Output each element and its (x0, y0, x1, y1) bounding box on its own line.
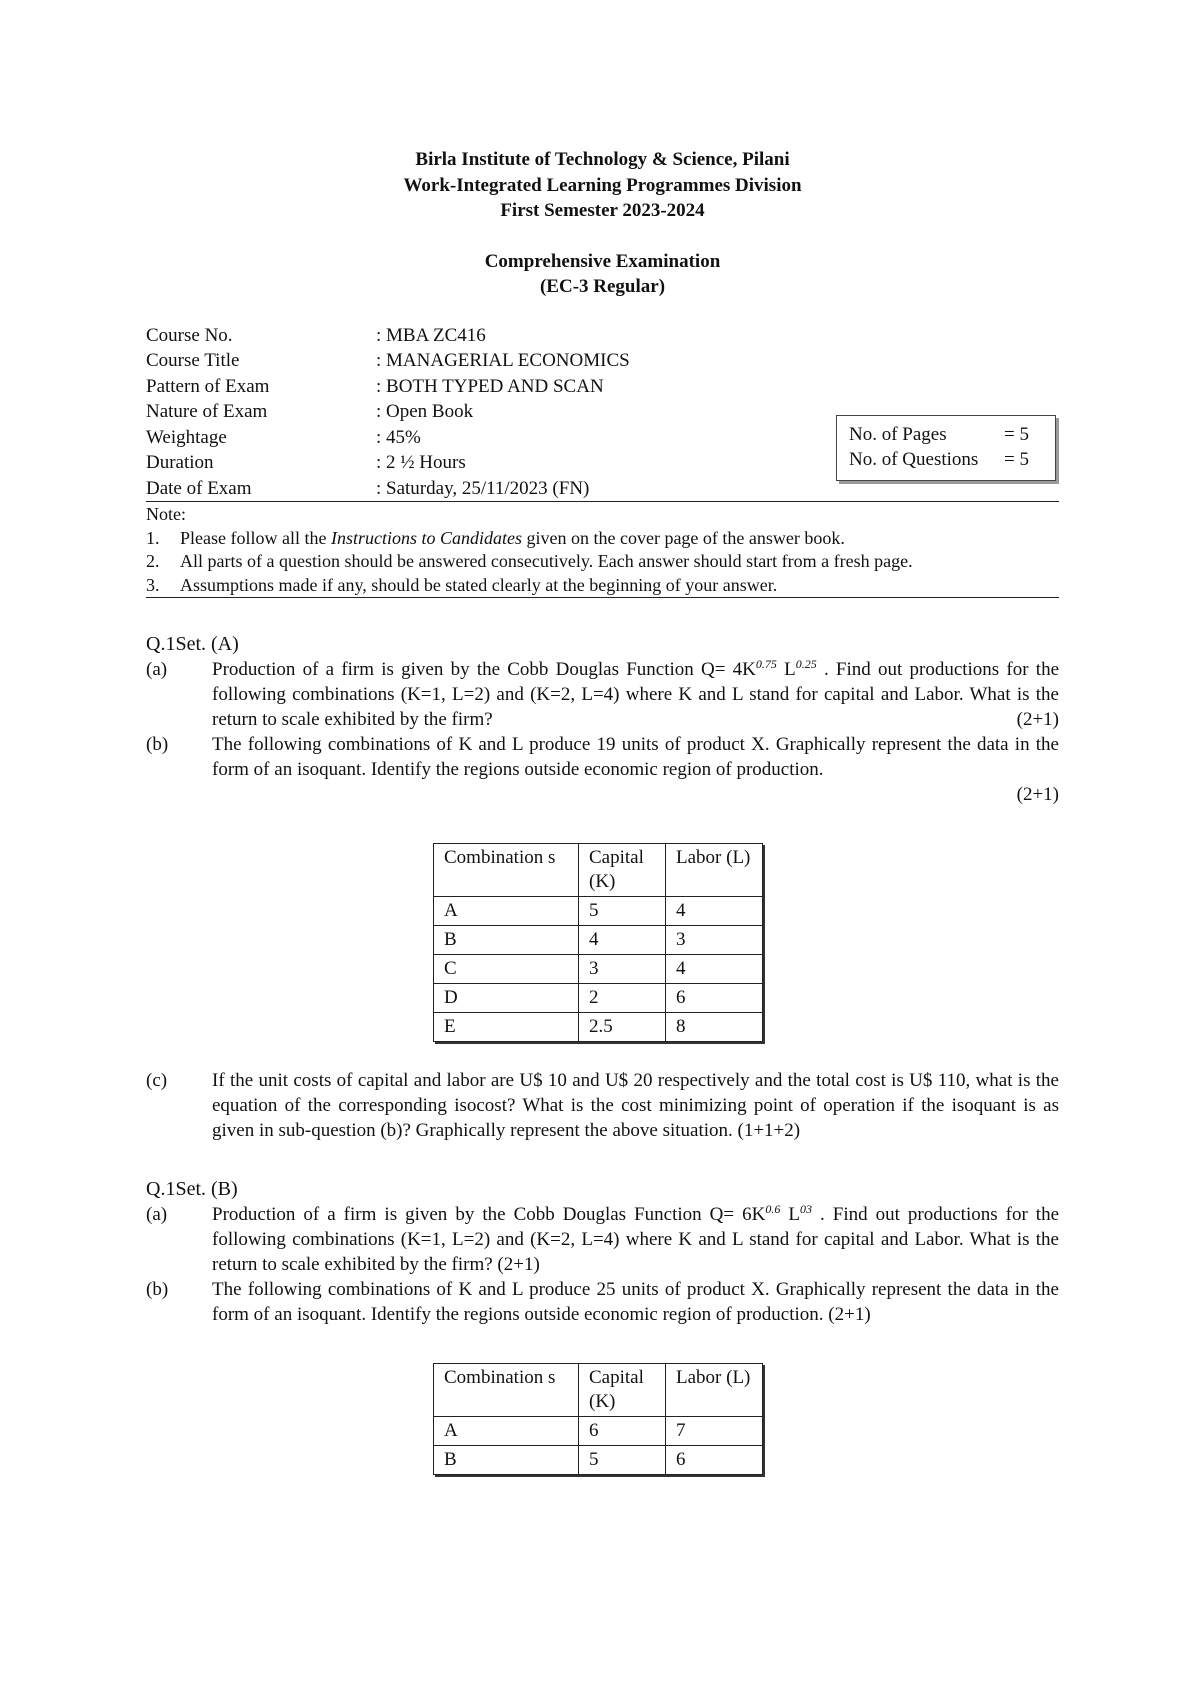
table-header-cell: Labor (L) (666, 1364, 763, 1417)
exponent: 0.75 (755, 657, 777, 671)
exam-meta (146, 323, 1059, 502)
text-part: . Find out productions for the following combinations (K=1, L=2) and (K=2, L=4) where K and L stand for capital and Labor. What is the return to scale exhibited by the firm? (212, 659, 1060, 730)
page-count-box (836, 415, 1056, 481)
meta-key: Course Title (146, 350, 240, 371)
meta-key: Weightage (146, 426, 227, 448)
meta-value: : MBA ZC416 (376, 324, 486, 346)
table-cell: B (434, 926, 579, 955)
questions-label: No. of Questions (849, 448, 979, 470)
table-cell: 2 (579, 984, 666, 1013)
meta-row (146, 323, 1059, 349)
note-number: 2. (146, 551, 160, 571)
table-cell: 3 (579, 955, 666, 984)
meta-row (146, 348, 1059, 374)
table-header-cell: Labor (L) (666, 844, 763, 897)
division-name: Work-Integrated Learning Programmes Division (403, 174, 802, 196)
question-count-row (849, 447, 1055, 472)
institute-name: Birla Institute of Technology & Science, Pilani (415, 149, 790, 170)
table-row (434, 955, 763, 984)
note-text: Assumptions made if any, should be stated clearly at the beginning of your answer. (180, 574, 778, 595)
question-text (212, 657, 1059, 732)
table-cell: 4 (579, 926, 666, 955)
table-cell: 5 (579, 1446, 666, 1475)
set-a-table (433, 843, 763, 1042)
note-label: Note: (146, 504, 186, 524)
table-cell: C (434, 955, 579, 984)
table-header-cell: Combination s (434, 844, 579, 897)
meta-key: Nature of Exam (146, 401, 268, 422)
set-b-title: Q.1Set. (B) (146, 1178, 238, 1200)
exponent: 0.25 (795, 657, 817, 671)
table-header-cell: Combination s (434, 1364, 579, 1417)
table-cell: 5 (579, 897, 666, 926)
divider-top (146, 501, 1059, 502)
note-item (146, 574, 1059, 598)
meta-value: : 45% (376, 426, 421, 448)
text-part: The following combinations of K and L produce 19 units of product X. Graphically represent the data in the form of an isoquant. Identify the regions outside economic region of production. (212, 734, 1059, 780)
meta-row (146, 374, 1059, 400)
set-b-question-a (146, 1202, 1059, 1277)
meta-key: Course No. (146, 324, 233, 346)
table-cell: 4 (666, 955, 763, 984)
page-content (146, 147, 1059, 1475)
marks: (2+1) (1016, 709, 1059, 730)
exponent: 0.6 (765, 1202, 781, 1216)
table-header-cell: Capital (K) (579, 844, 666, 897)
table-cell: A (434, 897, 579, 926)
set-b-table (433, 1363, 763, 1475)
question-text (212, 732, 1059, 807)
table-cell: 6 (579, 1417, 666, 1446)
marks: (2+1) (1016, 784, 1059, 805)
note-text-part: Please follow all the (180, 527, 331, 548)
instructions-emphasis: Instructions to Candidates (330, 527, 522, 548)
text-part: Production of a firm is given by the Cobb Douglas Function Q= 4K (212, 659, 756, 680)
question-label: (b) (146, 734, 169, 755)
meta-key: Pattern of Exam (146, 375, 270, 397)
page-count-row (849, 422, 1055, 447)
text-part: L (776, 659, 796, 680)
notes (146, 503, 1059, 597)
note-text: All parts of a question should be answered consecutively. Each answer should start from a fresh page. (180, 551, 913, 571)
exam-header (146, 147, 1059, 300)
exponent: 03 (799, 1202, 812, 1216)
note-item (146, 550, 1059, 574)
note-text (180, 527, 845, 551)
table-cell: D (434, 984, 579, 1013)
table-row (434, 926, 763, 955)
question-label: (a) (146, 1204, 168, 1225)
question-label: (a) (146, 659, 168, 680)
table-header-row (434, 844, 763, 897)
meta-key: Duration (146, 452, 214, 473)
question-label: (b) (146, 1279, 169, 1300)
meta-value: : MANAGERIAL ECONOMICS (376, 350, 630, 371)
meta-value: : 2 ½ Hours (376, 452, 466, 473)
semester-line: First Semester 2023-2024 (500, 200, 705, 221)
set-b-question-b (146, 1277, 1059, 1327)
set-a-title: Q.1Set. (A) (146, 633, 239, 655)
table-cell: 3 (666, 926, 763, 955)
table-header-cell: Capital (K) (579, 1364, 666, 1417)
meta-value: : BOTH TYPED AND SCAN (376, 375, 604, 397)
table-row (434, 1013, 763, 1042)
table-header-row (434, 1364, 763, 1417)
text-part: Production of a firm is given by the Cobb Douglas Function Q= 6K (212, 1204, 766, 1225)
question-label: (c) (146, 1070, 168, 1091)
pages-value: = 5 (1004, 423, 1029, 445)
table-cell: 6 (666, 984, 763, 1013)
exam-title: Comprehensive Examination (484, 250, 721, 272)
table-cell: 2.5 (579, 1013, 666, 1042)
divider-bottom (146, 597, 1059, 598)
set-a-question-b (146, 732, 1059, 807)
table-cell: 8 (666, 1013, 763, 1042)
meta-value: : Open Book (376, 401, 474, 422)
table-cell: B (434, 1446, 579, 1475)
questions-value: = 5 (1004, 448, 1029, 470)
table-row (434, 1417, 763, 1446)
text-part: L (780, 1204, 800, 1225)
table-row (434, 1446, 763, 1475)
meta-value: : Saturday, 25/11/2023 (FN) (376, 477, 590, 499)
note-number: 1. (146, 527, 160, 548)
table-cell: 7 (666, 1417, 763, 1446)
table-row (434, 897, 763, 926)
set-a-question-c (146, 1068, 1059, 1143)
text-part: . Find out productions for the following combinations (K=1, L=2) and (K=2, L=4) where K and L stand for capital and Labor. What is the return to scale exhibited by the firm? (2+1) (212, 1204, 1060, 1275)
note-text-part: given on the cover page of the answer book. (521, 527, 845, 548)
question-text (212, 1202, 1059, 1277)
note-item (146, 527, 1059, 551)
table-cell: 6 (666, 1446, 763, 1475)
exam-type: (EC-3 Regular) (539, 276, 666, 297)
table-cell: A (434, 1417, 579, 1446)
table-cell: E (434, 1013, 579, 1042)
set-a-question-a (146, 657, 1059, 732)
table-cell: 4 (666, 897, 763, 926)
question-text: If the unit costs of capital and labor are U$ 10 and U$ 20 respectively and the total cost is U$ 110, what is the equation of the corresponding isocost? What is the cost minimizing point of operation if the isoquant is as given in sub-question (b)? Graphically represent the above situation. (1+1+2) (212, 1070, 1059, 1141)
question-text: The following combinations of K and L produce 25 units of product X. Graphically represent the data in the form of an isoquant. Identify the regions outside economic region of production. (2+1) (212, 1279, 1059, 1325)
table-row (434, 984, 763, 1013)
meta-key: Date of Exam (146, 477, 252, 499)
pages-label: No. of Pages (849, 423, 947, 445)
note-number: 3. (146, 574, 160, 595)
